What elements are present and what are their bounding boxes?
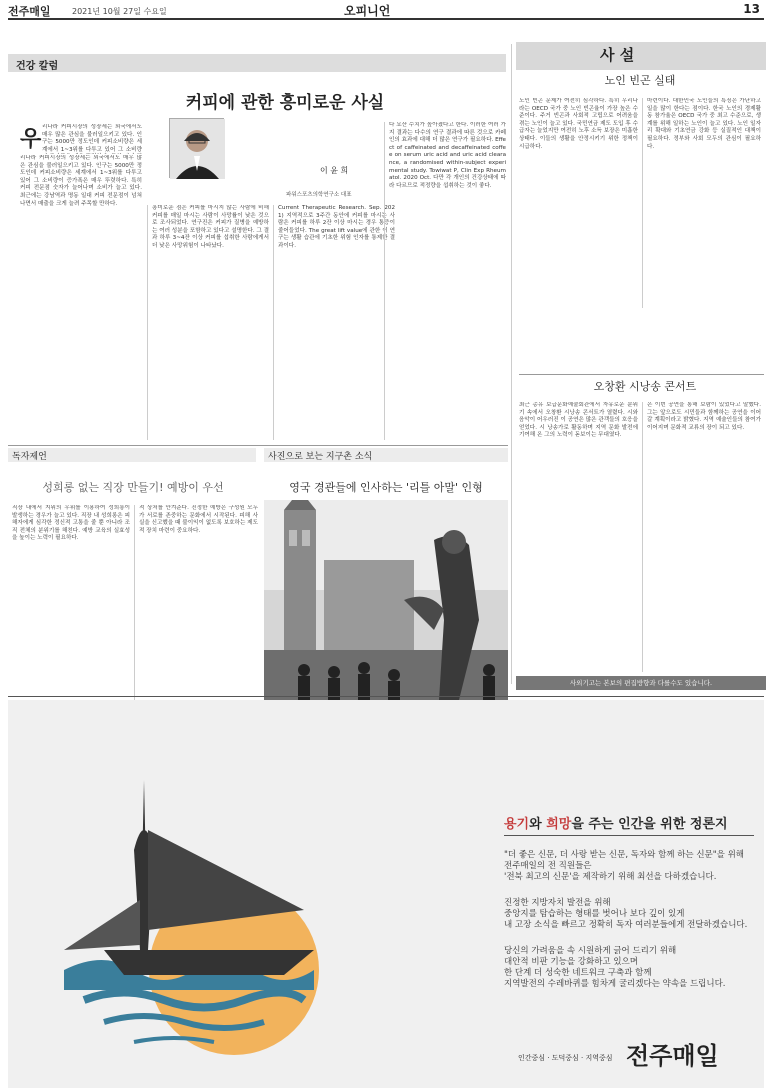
editorial-title-1: 노인 빈곤 실태 bbox=[604, 74, 676, 87]
ad-p3-line: 한 단계 더 성숙한 네트워크 구축과 함께 bbox=[504, 968, 652, 978]
ad-p2-line: 중앙지를 탐습하는 형태를 벗어나 보다 깊이 있게 bbox=[504, 909, 685, 919]
reader-text-col-2: 적 상처를 안겨준다. 진정한 예방은 구성원 모두가 서로를 존중하는 문화에서 시작된다. 피해 사실을 신고했을 때 불이익이 없도록 보호하는 제도적 장치 마련이 중요하다. bbox=[134, 505, 258, 785]
ad-p2-line: 진정한 지방자치 발전을 위해 bbox=[504, 898, 611, 908]
health-column-label: 건강 칼럼 bbox=[8, 54, 506, 72]
ad-p3-line: 당신의 가려움을 속 시원하게 긁어 드리기 위해 bbox=[504, 946, 677, 956]
editorial-label: 사 설 bbox=[600, 46, 635, 64]
ad-paragraph-2 bbox=[504, 898, 764, 931]
author-photo bbox=[169, 118, 224, 178]
health-text-col-3: Current Therapeutic Research. Sep. 2021) 지역적으로 3주간 동안에 커피를 마시는 사람은 커피를 하루 2잔 이상 마시는 경우 통증이 줄어들었다. The great lift value에 관한 이 연구는 생활 습관에 기초한 위험 인자를 통제한 결과이다. bbox=[273, 205, 395, 440]
drop-cap: 우 bbox=[20, 126, 42, 152]
health-text-col-1: 리나라 커피시장의 성장세는 외국에서도 매우 많은 관심을 불러일으키고 있다. 인구는 5000만 정도인데 커피소비량은 세계에서 1~3위를 다투고 있어 그 소비량이 증가폭은 매우 뚜렷하다. 특히 커피 전문점 숫자가 늘어나며 소비가 늘고 있다. 최근에는 강남역과 명동 일대 커피 전문점이 넘쳐나면서 매출을 크게 늘려 주목할 만하다. bbox=[20, 155, 142, 207]
author-affiliation: 파워스포츠의학연구소 대표 bbox=[286, 192, 352, 198]
ad-p3-line: 지역발전의 수레바퀴를 힘차게 굴리겠다는 약속을 드립니다. bbox=[504, 979, 726, 989]
editorial-title-2: 오창환 시낭송 콘서트 bbox=[593, 380, 697, 393]
photo-news-label: 사진으로 보는 지구촌 소식 bbox=[268, 452, 373, 462]
photo-news-title: 영국 경관들에 인사하는 '리틀 아말' 인형 bbox=[289, 481, 483, 494]
editorial-text-col-4: 은 이번 공연을 통해 보람이 있었다고 말했다. 그는 앞으로도 시민들과 함께하는 공연을 이어갈 계획이라고 밝혔다. 지역 예술인들의 참여가 이어지며 문화적 교류의 장이 되고 있다. bbox=[642, 402, 761, 672]
column-divider bbox=[511, 44, 512, 684]
section-divider bbox=[8, 445, 508, 446]
editorial-label-bar bbox=[516, 42, 766, 70]
reader-text-col-1: 직장 내에서 지위의 우위를 이용하여 성희롱이 발생하는 경우가 늘고 있다. 직장 내 성희롱은 피해자에게 심각한 정신적 고통을 줄 뿐 아니라 조직 전체의 분위기를 해친다. 예방 교육의 실효성을 높이는 노력이 필요하다. bbox=[12, 505, 130, 542]
editorial-text-col-1: 노인 빈곤 문제가 여전히 심각하다. 특히 우리나라는 OECD 국가 중 노인 빈곤율이 가장 높은 수준이다. 주거 빈곤과 사회적 고립으로 어려움을 겪는 노인이 늘고 있다. 국민연금 제도 도입 후 수급자는 늘었지만 여전히 노후 소득 보장은 미흡한 상태다. 이들의 생활을 안정시키기 위한 정책이 시급하다. bbox=[519, 98, 638, 150]
health-text-lead: 리나라 커피시장의 성장세는 외국에서도 매우 많은 관심을 불러일으키고 있다. 인구는 5000만 정도인데 커피소비량은 세계에서 1~3위를 다투고 있어 그 소비량 bbox=[42, 124, 142, 153]
ad-paragraph-3 bbox=[504, 946, 764, 990]
photo-news-label-bar bbox=[264, 448, 508, 462]
ad-illustration bbox=[44, 760, 344, 1060]
ad-p1-line: 전주매일의 전 직원들은 bbox=[504, 861, 592, 871]
editorial-text-col-2: 마련이다. 대한민국 노인들의 특징은 가난하고 일을 많이 한다는 점이다. 한국 노인의 경제활동 참가율은 OECD 국가 중 최고 수준으로, 생계를 위해 일하는 노인이 늘고 있다. 노인 일자리 확대와 기초연금 강화 등 실질적인 대책이 필요하다. 정부와 사회 모두의 관심이 필요하다. bbox=[642, 98, 761, 308]
news-photo bbox=[264, 500, 508, 720]
ad-p3-line: 대안적 비판 기능을 강화하고 있으며 bbox=[504, 957, 638, 967]
ad-headline: 용기와 희망을 주는 인간을 위한 정론지 bbox=[504, 817, 728, 832]
ad-motto: 인간중심 · 도덕중심 · 지역중심 bbox=[518, 1054, 613, 1062]
ad-p2-line: 내 고장 소식을 빠르고 정확히 독자 여러분들에게 전달하겠습니다. bbox=[504, 920, 748, 930]
reader-column-label: 독자제언 bbox=[12, 452, 47, 462]
reader-column-label-bar bbox=[8, 448, 256, 462]
section-title: 오피니언 bbox=[344, 4, 391, 18]
author-name: 이 윤 희 bbox=[320, 166, 349, 175]
editorial-text-col-3: 최근 총유 보급문화예술회관에서 자유로운 분위기 속에서 오창환 시낭송 콘서트가 열렸다. 시와 음악이 어우러진 이 공연은 많은 관객들의 호응을 얻었다. 시 낭송가로 활동하며 지역 문화 발전에 기여해 온 그의 노력이 돋보이는 무대였다. bbox=[519, 402, 638, 439]
health-column-title: 커피에 관한 흥미로운 사실 bbox=[185, 93, 385, 113]
ad-divider bbox=[8, 696, 764, 697]
editorial-footer-note: 사외기고는 본보의 편집방향과 다를수도 있습니다. bbox=[516, 676, 766, 690]
paper-name: 전주매일 bbox=[8, 5, 51, 18]
page-header bbox=[8, 2, 764, 20]
ad-p1-line: '전북 최고의 신문'을 제작하기 위해 최선을 다하겠습니다. bbox=[504, 872, 717, 882]
issue-date: 2021년 10월 27일 수요일 bbox=[72, 7, 167, 16]
health-text-col-4: 다 요산 수치가 높아졌다고 한다. 이러한 여러 가지 결과는 다수의 연구 결과에 따른 것으로 카페인의 효과에 대해 더 많은 연구가 필요하다. Effect of caffeinated and decaffeinated coffee on serum uric acid and uric acid clearance, a randomised within-subject experimental study. Towiwat P, Clin Exp Rheumatol. 2020 Oct. 다만 각 개인의 건강상태에 따라 다르므로 적정량을 섭취하는 것이 좋다. bbox=[384, 122, 506, 440]
ad-headline-rule bbox=[504, 835, 754, 836]
reader-column-title: 성희롱 없는 직장 만들기! 예방이 우선 bbox=[42, 481, 224, 494]
editorial-divider bbox=[519, 374, 764, 375]
health-text-col-2: 흥미로운 점은 커피를 마시지 않는 사람에 비해 커피를 매일 마시는 사람이 사망률이 낮은 것으로 조사되었다. 연구진은 커피가 질병을 예방하는 여러 성분을 포함하고 있다고 설명한다. 그 결과 하루 3~4잔 이상 커피를 섭취한 사람에게서 더 낮은 사망위험이 나타났다. bbox=[147, 205, 269, 440]
ad-p1-line: "더 좋은 신문, 더 사랑 받는 신문, 독자와 함께 하는 신문"을 위해 bbox=[504, 850, 745, 860]
ad-paragraph-1 bbox=[504, 850, 764, 883]
page-number: 13 bbox=[743, 2, 760, 16]
ad-logo: 전주매일 bbox=[626, 1042, 719, 1070]
